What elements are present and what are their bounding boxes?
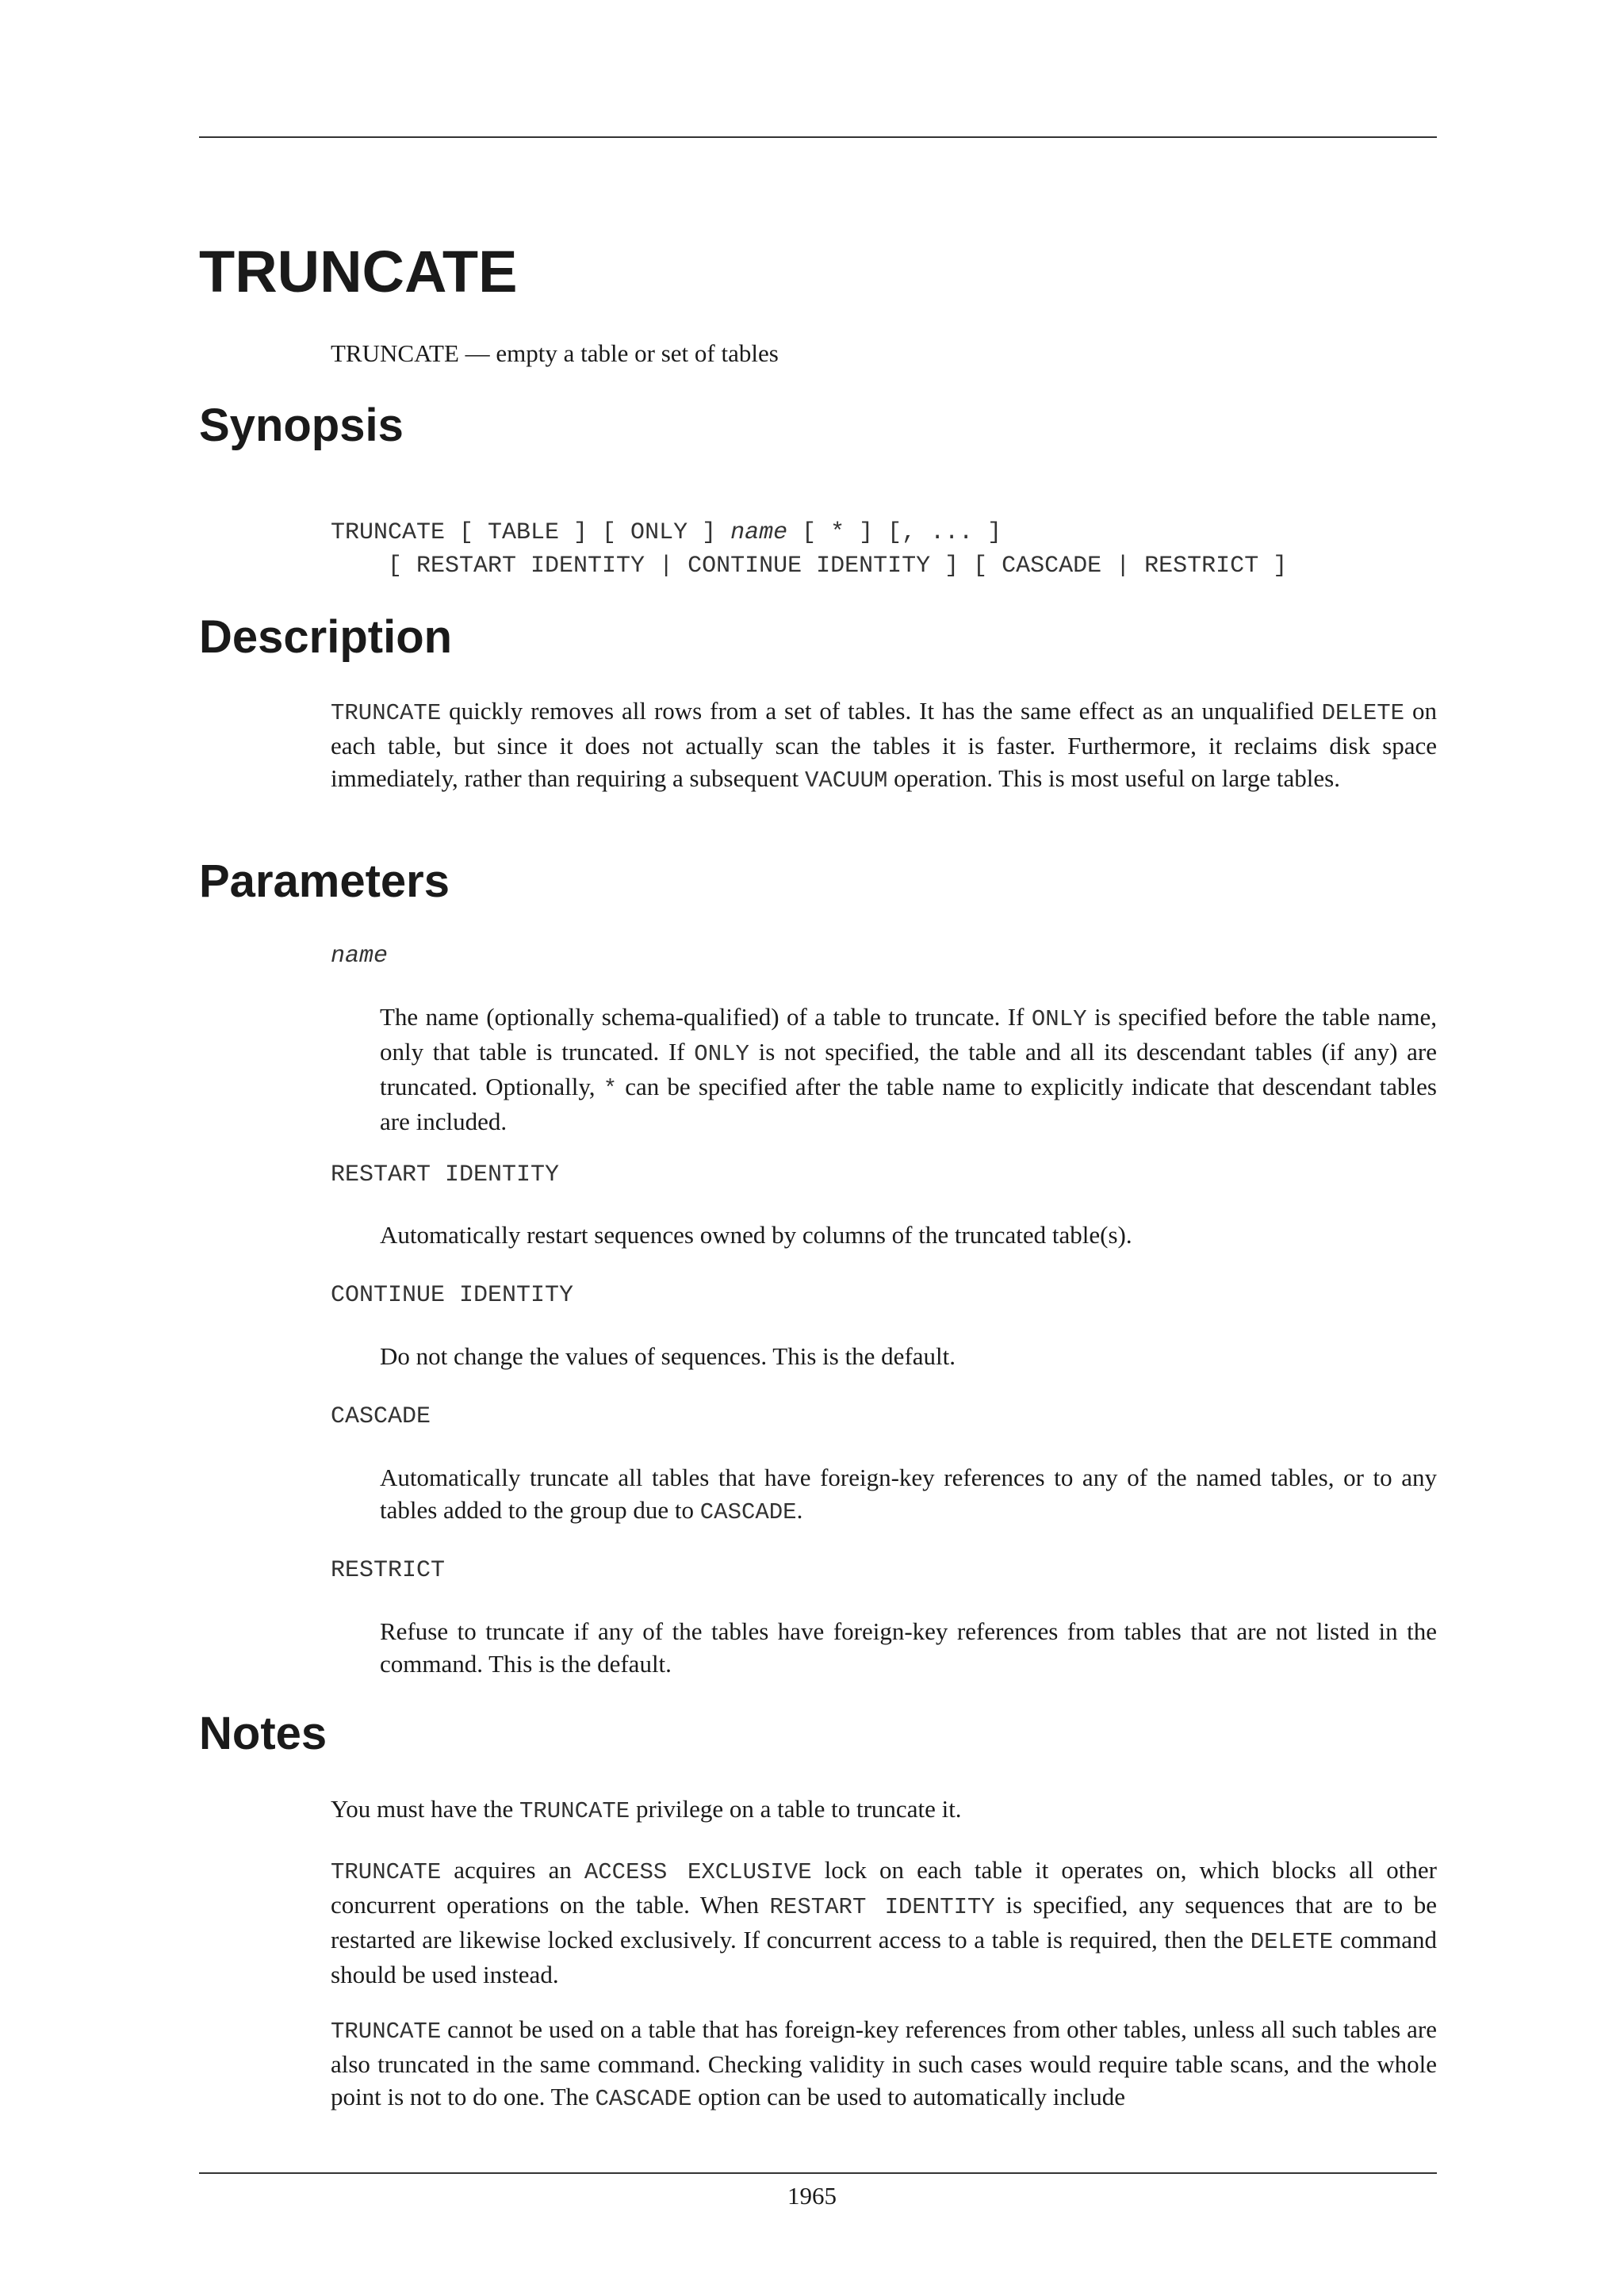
- code-vacuum: VACUUM: [805, 767, 888, 794]
- synopsis-line2: [ RESTART IDENTITY | CONTINUE IDENTITY ] [ CASCADE | RESTRICT ]: [331, 553, 1288, 580]
- synopsis-line1-prefix: TRUNCATE [ TABLE ] [ ONLY ]: [331, 519, 731, 546]
- synopsis-code: [331, 516, 1437, 583]
- code-only: ONLY: [1031, 1006, 1087, 1032]
- param-desc-continue-identity: [380, 1340, 1437, 1372]
- text: .: [796, 1496, 803, 1524]
- text: option can be used to automatically include: [691, 2083, 1126, 2110]
- notes-paragraph-2: [331, 1854, 1437, 1991]
- code-delete: DELETE: [1250, 1929, 1334, 1955]
- text: on each table, but since it does not actually scan the tables it is faster. Furthermore, it reclaims disk space immediately, rather than requiring a subsequent: [331, 697, 1438, 792]
- description-paragraph: [331, 695, 1437, 797]
- code-cascade: CASCADE: [699, 1499, 797, 1525]
- param-term-restrict: RESTRICT: [331, 1557, 446, 1584]
- code-truncate: TRUNCATE: [331, 1859, 442, 1885]
- param-desc-restart-identity: [380, 1219, 1437, 1251]
- synopsis-name: name: [730, 519, 788, 546]
- param-term-continue-identity: CONTINUE IDENTITY: [331, 1282, 574, 1309]
- code-asterisk: *: [603, 1076, 618, 1102]
- code-truncate: TRUNCATE: [519, 1798, 630, 1824]
- page-title: TRUNCATE: [199, 239, 518, 304]
- text: Refuse to truncate if any of the tables have foreign-key references from tables that are not listed in the command. This is the default.: [380, 1617, 1437, 1678]
- text: lock on each table it operates on, which blocks all other concurrent operations on the table. When: [331, 1856, 1437, 1919]
- code-cascade: CASCADE: [595, 2086, 692, 2112]
- param-desc-name: [380, 1001, 1437, 1138]
- param-term-cascade: CASCADE: [331, 1403, 431, 1430]
- text: can be specified after the table name to explicitly indicate that descendant tables are included.: [380, 1073, 1437, 1135]
- text: Automatically truncate all tables that have foreign-key references to any of the named tables, or to any tables added to the group due to: [380, 1464, 1437, 1524]
- text: You must have the: [331, 1795, 519, 1823]
- text: The name (optionally schema-qualified) of a table to truncate. If: [380, 1003, 1032, 1031]
- notes-paragraph-3: [331, 2013, 1437, 2115]
- text: is not specified, the table and all its descendant tables (if any) are truncated. Optionally,: [380, 1038, 1437, 1100]
- notes-heading: Notes: [199, 1708, 327, 1759]
- text: Do not change the values of sequences. This is the default.: [380, 1342, 956, 1370]
- code-truncate: TRUNCATE: [331, 2019, 442, 2045]
- code-restart-identity: RESTART IDENTITY: [769, 1894, 995, 1920]
- text: cannot be used on a table that has foreign-key references from other tables, unless all such tables are also truncated in the same command. Checking validity in such cases would require table scans, and the whole point is not to do one. The: [331, 2015, 1437, 2110]
- text: command should be used instead.: [331, 1926, 1437, 1988]
- synopsis-heading: Synopsis: [199, 400, 404, 451]
- header-rule: [199, 136, 1437, 138]
- param-desc-restrict: [380, 1615, 1437, 1680]
- notes-paragraph-1: [331, 1793, 1437, 1827]
- text: privilege on a table to truncate it.: [630, 1795, 962, 1823]
- code-truncate: TRUNCATE: [331, 700, 442, 726]
- text: Automatically restart sequences owned by columns of the truncated table(s).: [380, 1221, 1132, 1249]
- code-only: ONLY: [694, 1041, 749, 1067]
- text: operation. This is most useful on large tables.: [887, 764, 1340, 792]
- param-term-name: name: [331, 943, 389, 970]
- code-delete: DELETE: [1321, 700, 1405, 726]
- description-heading: Description: [199, 611, 453, 663]
- text: is specified before the table name, only that table is truncated. If: [380, 1003, 1437, 1066]
- param-desc-cascade: [380, 1461, 1437, 1529]
- code-access-exclusive: ACCESS EXCLUSIVE: [584, 1859, 812, 1885]
- page-number: 1965: [787, 2182, 837, 2210]
- footer-rule: [199, 2172, 1437, 2174]
- text: acquires an: [441, 1856, 584, 1884]
- param-term-restart-identity: RESTART IDENTITY: [331, 1161, 560, 1188]
- parameters-heading: Parameters: [199, 855, 450, 907]
- text: quickly removes all rows from a set of tables. It has the same effect as an unqualified: [441, 697, 1322, 725]
- synopsis-line1-suffix: [ * ] [, ... ]: [787, 519, 1002, 546]
- refpurpose: TRUNCATE — empty a table or set of tables: [331, 339, 779, 367]
- text: is specified, any sequences that are to be restarted are likewise locked exclusively. If concurrent access to a table is required, then the: [331, 1891, 1437, 1954]
